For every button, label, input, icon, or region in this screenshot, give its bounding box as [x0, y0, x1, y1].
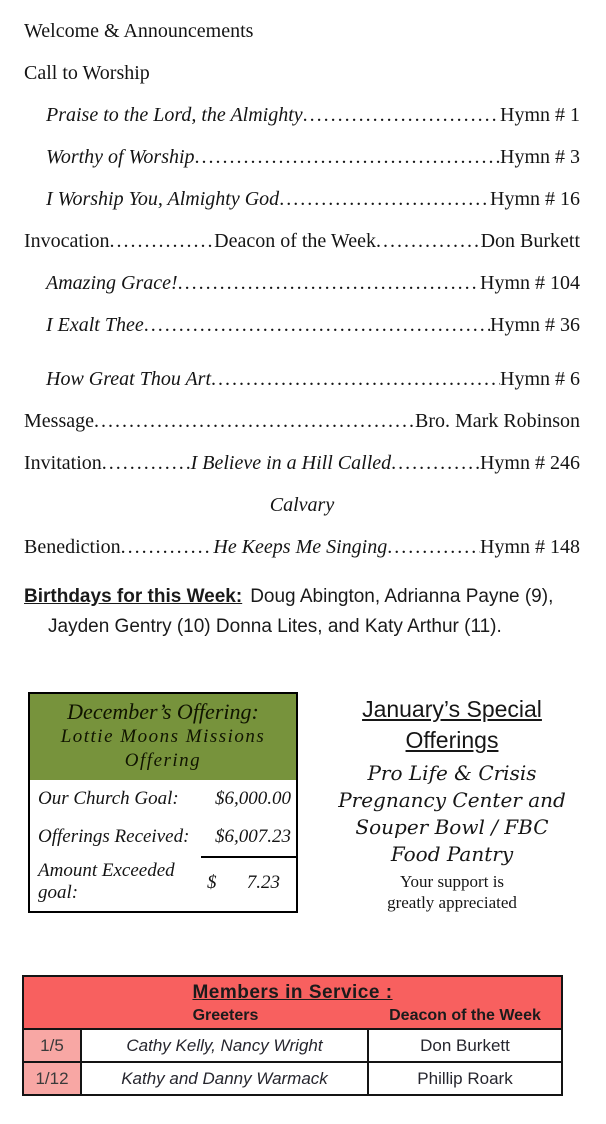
deacon-name: Phillip Roark: [417, 1069, 513, 1088]
january-offerings-body: [298, 760, 606, 868]
hymn-number: Hymn # 148: [480, 536, 580, 558]
service-date: 1/12: [24, 1063, 82, 1094]
date-column-spacer: [24, 1007, 82, 1025]
hymn-number: Hymn # 1: [500, 104, 580, 126]
service-role: Deacon of the Week: [214, 230, 376, 252]
table-row: [24, 1061, 561, 1094]
members-table-title: Members in Service :: [192, 982, 393, 1003]
hymn-number: Hymn # 16: [490, 188, 580, 210]
service-item-label: Invitation: [24, 452, 102, 474]
currency-symbol: $: [207, 872, 217, 893]
deacon-name: Don Burkett: [420, 1036, 510, 1055]
january-offerings-note: [298, 692, 606, 913]
january-offerings-title-line2: Offerings: [405, 727, 499, 753]
hymn-title: I Exalt Thee: [46, 314, 144, 336]
members-table-header: [24, 977, 561, 1028]
dot-leader: [376, 220, 481, 262]
dot-leader: [94, 400, 415, 442]
december-offering-header: [30, 694, 296, 780]
january-offerings-footnote-line2: greatly appreciated: [387, 893, 517, 912]
hymn-number: Hymn # 246: [479, 452, 580, 474]
offering-row-amount: $6,000.00: [215, 788, 291, 809]
dot-leader: [178, 262, 480, 304]
dot-leader: [121, 526, 214, 568]
hymn-line-i-worship-you: [24, 178, 580, 220]
service-person: Bro. Mark Robinson: [415, 410, 580, 432]
dot-leader: [211, 358, 500, 400]
dot-leader: [195, 136, 500, 178]
offering-row-goal: [30, 780, 296, 818]
dot-leader: [102, 442, 191, 484]
hymn-title: How Great Thou Art: [46, 368, 212, 390]
offering-row-label: Amount Exceeded goal:: [38, 860, 175, 903]
hymn-line-amazing-grace: [24, 262, 580, 304]
hymn-number: Hymn # 6: [500, 368, 580, 390]
service-item-label: Call to Worship: [24, 62, 150, 84]
service-item-label: Invocation: [24, 230, 110, 252]
offerings-section: [0, 692, 606, 913]
members-table-column-headers: [24, 1007, 561, 1025]
members-in-service-table: [22, 975, 563, 1096]
service-item-label: Benediction: [24, 536, 121, 558]
table-row: [24, 1028, 561, 1061]
amount-value: 7.23: [246, 872, 280, 893]
january-offerings-footnote-line1: Your support is: [399, 872, 505, 891]
january-offerings-body-line2: Pregnancy Center and: [338, 788, 566, 812]
offering-row-received: [30, 818, 296, 856]
dot-leader: [144, 304, 490, 346]
service-line-invocation: [24, 220, 580, 262]
service-line-message: [24, 400, 580, 442]
january-offerings-body-line1: Pro Life & Crisis: [367, 761, 537, 785]
dot-leader: [387, 526, 480, 568]
hymn-title: Praise to the Lord, the Almighty: [46, 104, 303, 126]
service-line-invitation: [24, 442, 580, 484]
january-offerings-title-line1: January’s Special: [362, 696, 542, 722]
december-offering-title: December’s Offering:: [67, 699, 259, 724]
december-offering-subtitle-line2: Offering: [124, 750, 202, 771]
dot-leader: [110, 220, 215, 262]
hymn-title: Worthy of Worship: [46, 146, 195, 168]
birthdays-names: Doug Abington, Adrianna Payne (9), Jayden Gentry (10) Donna Lites, and Katy Arthur (11).: [48, 586, 554, 637]
service-line-call-to-worship: [24, 52, 580, 94]
hymn-line-praise-to-the-lord: [24, 94, 580, 136]
offering-row-amount: [201, 856, 296, 908]
dot-leader: [391, 442, 480, 484]
dot-leader: [303, 94, 500, 136]
january-offerings-body-line4: Food Pantry: [390, 842, 514, 866]
column-header-deacon: Deacon of the Week: [389, 1007, 541, 1024]
greeters-names: Kathy and Danny Warmack: [82, 1063, 369, 1094]
service-line-benediction: [24, 526, 580, 568]
hymn-title: I Believe in a Hill Called: [190, 452, 392, 474]
offering-row-label: Offerings Received:: [38, 826, 190, 847]
hymn-line-i-exalt-thee: [24, 304, 580, 346]
december-offering-subtitle-line1: Lottie Moons Missions: [60, 726, 266, 747]
hymn-title: He Keeps Me Singing: [213, 536, 388, 558]
hymn-number: Hymn # 104: [480, 272, 580, 294]
january-offerings-footnote: [298, 871, 606, 913]
birthdays-note: [24, 582, 588, 642]
hymn-number: Hymn # 3: [500, 146, 580, 168]
hymn-number: Hymn # 36: [490, 314, 580, 336]
offering-row-amount: $6,007.23: [215, 826, 291, 847]
hymn-line-worthy-of-worship: [24, 136, 580, 178]
service-date: 1/5: [24, 1030, 82, 1061]
service-item-label: Welcome & Announcements: [24, 20, 254, 42]
offering-row-exceeded: [30, 856, 296, 908]
column-header-greeters: Greeters: [192, 1007, 259, 1024]
january-offerings-body-line3: Souper Bowl / FBC: [355, 815, 549, 839]
hymn-title: I Worship You, Almighty God: [46, 188, 280, 210]
offering-row-label: Our Church Goal:: [38, 788, 179, 809]
december-offering-card: [28, 692, 298, 913]
greeters-names: Cathy Kelly, Nancy Wright: [82, 1030, 369, 1061]
service-item-label: Message: [24, 410, 94, 432]
birthdays-label: Birthdays for this Week:: [24, 586, 243, 607]
hymn-title: Amazing Grace!: [46, 272, 178, 294]
service-line-welcome: [24, 10, 580, 52]
hymn-line-how-great-thou-art: [24, 358, 580, 400]
dot-leader: [279, 178, 490, 220]
hymn-title-continuation: Calvary: [269, 494, 335, 516]
service-person: Don Burkett: [480, 230, 580, 252]
